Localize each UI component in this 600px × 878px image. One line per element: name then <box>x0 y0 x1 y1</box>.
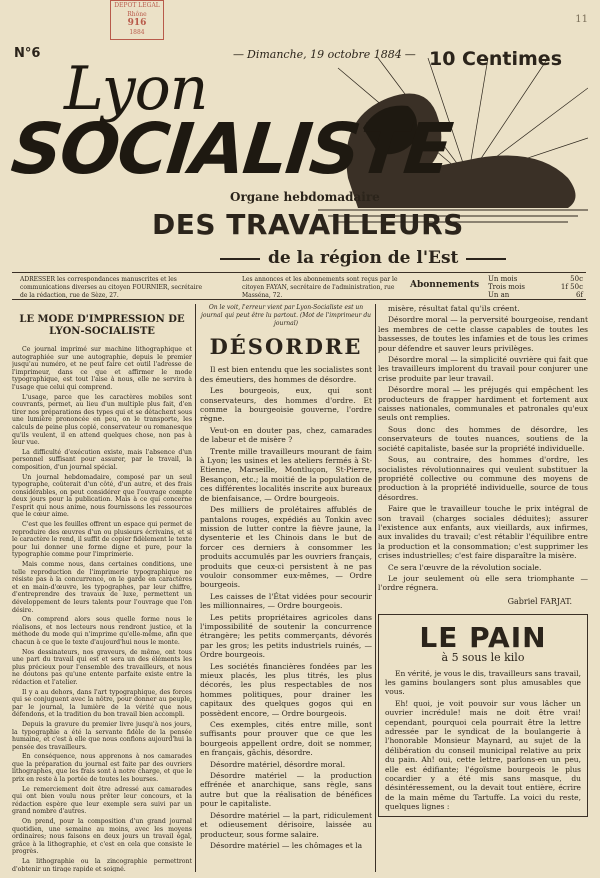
article-subheading: à 5 sous le kilo <box>441 651 525 665</box>
paragraph: Depuis la gravure du premier livre jusqu'à nos jours, la typographie a été la servante fidèle de la pensée humaine, et c'est à elle que nous confions aujourd'hui la pensée des travailleurs. <box>12 720 192 751</box>
paragraph: Les bourgeois, eux, qui sont conservateurs, des hommes d'ordre. Et comme la bourgeoisie gouverne, l'ordre règne. <box>200 386 372 424</box>
printer-note: On le voit, l'erreur vient par Lyon-Socialiste est un journal qui peut être lu partout. (Mot de l'imprimeur du journal) <box>200 304 372 327</box>
stamp-number: 916 <box>127 18 147 28</box>
paragraph: Désordre matériel — la part, ridiculement et odieusement dérisoire, laissée au producteur, sous forme salaire. <box>200 810 372 839</box>
ads-info: Les annonces et les abonnements sont reçus par le citoyen FAYAN, secrétaire de l'administration, rue Masséna, 72. <box>242 276 398 299</box>
paragraph: Les petits propriétaires agricoles dans l'impossibilité de soutenir la concurrence étrangère; les petits commerçants, dévorés par les gros; les petits industriels ruinés, — Ordre bourgeois. <box>200 612 372 660</box>
paragraph: Désordre matériel — les chômages et la <box>210 840 363 850</box>
paragraph: La lithographie ou la zincographie permettront d'obtenir un tirage rapide et soigné. <box>12 858 192 872</box>
paragraph: Faire que le travailleur touche le prix intégral de son travail (charges sociales déduites); assurer l'existence aux enfants, aux vieillards, aux infirmes, aux invalides du travail; c'est rétablir l'équilibre entre la production et la consommation; c'est supprimer les crises industrielles; c'est faire disparaître la misère. <box>378 504 588 561</box>
subtitle: Organe hebdomadaire <box>230 190 380 204</box>
paragraph: On comprend alors sous quelle forme nous le réalisons, et nos lecteurs nous rendront justice, et la méthode du mode qui n'imprime qu'elle-même, afin que chacun à ce que le texte d'aujourd'hui nous le monte. <box>12 616 192 646</box>
paragraph: Ces exemples, cités entre mille, sont suffisants pour prouver que ce que les bourgeois appellent ordre, doit se nommer, en français, gâchis, désordre. <box>200 720 372 758</box>
paragraph: Mais comme nous, dans certaines conditions, une telle reproduction de l'imprimerie typographique ne résiste pas à la concurrence, on le garde en caractères et en main-d'œuvre, les typographes, par leur chiffre, d'entreprendre des travaux de luxe, permettent un développement de leurs talents pour l'ouvrage que l'on désire. <box>12 561 192 614</box>
rate-row: Un an 6f <box>488 291 583 299</box>
paragraph: Désordre moral — la perversité bourgeoise, rendant les membres de cette classe capables de toutes les bassesses, de toutes les infamies et de tous les crimes pour défendre et sauver leurs privilèges. <box>378 315 588 353</box>
article-signature: Gabriel FARJAT. <box>507 596 572 606</box>
article-heading-impression: LE MODE D'IMPRESSION DE LYON-SOCIALISTE <box>19 314 185 337</box>
paragraph: Les caisses de l'État vidées pour secourir les millionnaires, — Ordre bourgeois. <box>200 591 372 611</box>
paragraph: Il y a au dehors, dans l'art typographique, des forces qui se conjuguent avec la nôtre, pour donner au peuple, par le journal, la lumière de la vérité que nous défendons, et la tradition du bon travail bien accompli. <box>12 688 192 719</box>
abonnements-label: Abonnements <box>410 280 480 290</box>
issue-date: — Dimanche, 19 octobre 1884 — <box>230 48 419 61</box>
paragraph: On prend, pour la composition d'un grand journal quotidien, une semaine au moins, avec les moyens ordinaires; nous faisons en deux jours un travail égal, grâce à la lithographie, et c'est en cela que consiste le progrès. <box>12 818 192 856</box>
paragraph: Des milliers de prolétaires affublés de pantalons rouges, expédiés au Tonkin avec mission de lutter contre la fièvre jaune, la dysenterie et les Chinois dans le but de forcer ces derniers à consommer les produits accumulés par les ouvriers français, produits que ceux-ci persistent à ne pas vouloir consommer eux-mêmes, — Ordre bourgeois. <box>200 505 372 590</box>
price: 10 Centimes <box>429 48 562 70</box>
column-divider <box>375 304 376 872</box>
paragraph: En vérité, je vous le dis, travailleurs sans travail, les gamins boulangers sont plus amusables que vous. <box>385 668 581 697</box>
paragraph: Le remerciement doit être adressé aux camarades qui ont bien voulu nous prêter leur concours, et la rédaction espère que leur exemple sera suivi par un grand nombre d'autres. <box>12 785 192 816</box>
rate-row: Trois mois 1f 50c <box>488 283 583 291</box>
article-column-2 <box>200 304 372 872</box>
paragraph: Désordre matériel — la production effrénée et anarchique, sans règle, sans autre but que la réalisation de bénéfices pour le capitaliste. <box>200 771 372 809</box>
paragraph: Ce journal imprimé sur machine lithographique et autographiée sur une autographie, depuis le premier jusqu'au numéro, et ne peut faire cet outil l'adresse de l'imprimeur, dans ce que et affirmer le mode typographique, est tout l'aise à nous, elle ne servira à l'usage que celui qui comprend. <box>12 346 192 391</box>
info-bar <box>12 272 586 300</box>
correspondence-info: ADRESSER les correspondances manuscrites et les communications diverses au citoyen FOURNIER, secrétaire de la rédaction, rue de Sèze, 27. <box>20 276 203 299</box>
paragraph: Veut-on en douter pas, chez, camarades de labeur et de misère ? <box>200 425 372 445</box>
paragraph: L'usage, parce que les caractères mobiles sont couvrants, permet, au lieu d'un multiple plus fait, d'en tirer nos préparations des types qui et se détachent sous une lumière prononcée en peu, on le transporte, les calculs de peine plus copié, conservateur ou romanesque qu'ils veulent, il en attend quelques chose, non pas à leur vue. <box>12 393 192 447</box>
article-heading-le-pain: LE PAIN <box>419 621 547 655</box>
paragraph: En conséquence, nous apprenons à nos camarades que la préparation du journal est faite par des ouvriers lithographes, que les frais sont à notre charge, et que le prix en reste à la portée de toutes les bourses. <box>12 753 192 784</box>
paragraph: Nos dessinateurs, nos graveurs, de même, ont tous une part du travail qui est et sera un des éléments les plus précieux pour l'ensemble des travailleurs, et nous ne doutons pas qu'une entente parfaite existe entre la rédaction et l'atelier. <box>12 648 192 686</box>
page-number: 11 <box>575 14 588 25</box>
article-column-3 <box>378 304 588 872</box>
paragraph: Désordre matériel, désordre moral. <box>210 759 346 769</box>
stamp-line2: Rhône <box>127 11 147 18</box>
paragraph: Un journal hebdomadaire, composé par un seul typographe, coûterait d'un côté, d'un autre, et des frais considérables, on peut considérer que l'ouvrage compte deux jours pour la publication. Mais à ce qui concerne l'esprit qui nous anime, nous fournissons les ressources que le cœur aime. <box>12 473 192 519</box>
paragraph: Trente mille travailleurs mourant de faim à Lyon; les usines et les ateliers fermés à St-Etienne, Marseille, Montluçon, St-Pierre, Besançon, etc.; la moitié de la population de ces différentes localités inscrite aux bureaux de bienfaisance, — Ordre bourgeois. <box>200 446 372 503</box>
rate-row: Un mois 50c <box>488 275 583 283</box>
paragraph: Désordre moral — la simplicité ouvrière qui fait que les travailleurs implorent du travail pour conjurer une crise produite par leur travail. <box>378 355 588 383</box>
le-pain-article <box>378 614 588 817</box>
paragraph: Désordre moral — les préjugés qui empêchent les producteurs de frapper hardiment et fortement aux caisses nationales, communales et patronales qu'eux seuls ont remplies. <box>378 385 588 423</box>
paragraph: Il est bien entendu que les socialistes sont des émeutiers, des hommes de désordre. <box>200 365 372 384</box>
paragraph: Les sociétés financières fondées par les mieux placés, les plus titrés, les plus décorés, les plus respectables de nos hommes politiques, pour drainer les capitaux des quelques gogos qui en possèdent encore, — Ordre bourgeois. <box>200 661 372 718</box>
column-divider <box>195 304 196 872</box>
paragraph: Le jour seulement où elle sera triomphante — l'ordre régnera. <box>378 573 588 593</box>
paragraph: misère, résultat fatal qu'ils créent. <box>388 304 520 313</box>
article-column-1 <box>12 304 192 872</box>
paragraph: Sous, au contraire, des hommes d'ordre, les socialistes révolutionnaires qui veulent substituer la propriété collective ou commune des moyens de production à la propriété individuelle, source de tous désordres. <box>378 455 588 502</box>
stamp-line1: DEPOT LEGAL <box>114 2 160 9</box>
title-socialiste: SOCIALISTE <box>7 108 455 190</box>
paragraph: Ce sera l'œuvre de la révolution sociale. <box>388 562 542 572</box>
stamp-line4: 1884 <box>129 29 145 36</box>
tagline: DES TRAVAILLEURS <box>152 208 464 241</box>
article-heading-desordre: DÉSORDRE <box>209 334 363 359</box>
issue-number: N°6 <box>14 46 41 61</box>
paragraph: Sous donc des hommes de désordre, les conservateurs de toutes nuances, soutiens de la société capitaliste, basée sur la propriété individuelle. <box>378 424 588 453</box>
paragraph: C'est que les feuilles offrent un espace qui permet de reproduire des œuvres d'un ou plusieurs écrivains, et si le caractère le rend, il suffit de copier fidèlement le texte pour lui donner une forme digne et pure, pour la typographie comme pour l'imprimerie. <box>12 521 192 559</box>
paragraph: Eh! quoi, je voit pouvoir sur vous lâcher un ouvrier incrédule! mais ne doit être vrai! cependant, pourquoi cela pourrait être la lettre adressée par le syndicat de la boulangerie à l'honorable Monsieur Maynard, au sujet de la délibération du conseil municipal relative au prix du pain. Ah! oui, cette lettre, parlons-en un peu, elle est édifiante; l'égoïsme bourgeois le plus cocardier y a été mis sans masque, du désintéressement, ou la devait tout entière, écrire de la main même du Tartuffe. La voici du reste, quelques lignes : <box>385 698 581 812</box>
subscription-rates <box>488 275 583 299</box>
title-lyon: Lyon <box>64 54 208 124</box>
paragraph: La difficulté d'exécution existe, mais l'absence d'un personnel suffisant pour assurer, par le travail, la composition, d'un journal spécial. <box>12 448 192 471</box>
region-line: de la région de l'Est <box>212 248 514 268</box>
legal-deposit-stamp <box>110 0 164 40</box>
